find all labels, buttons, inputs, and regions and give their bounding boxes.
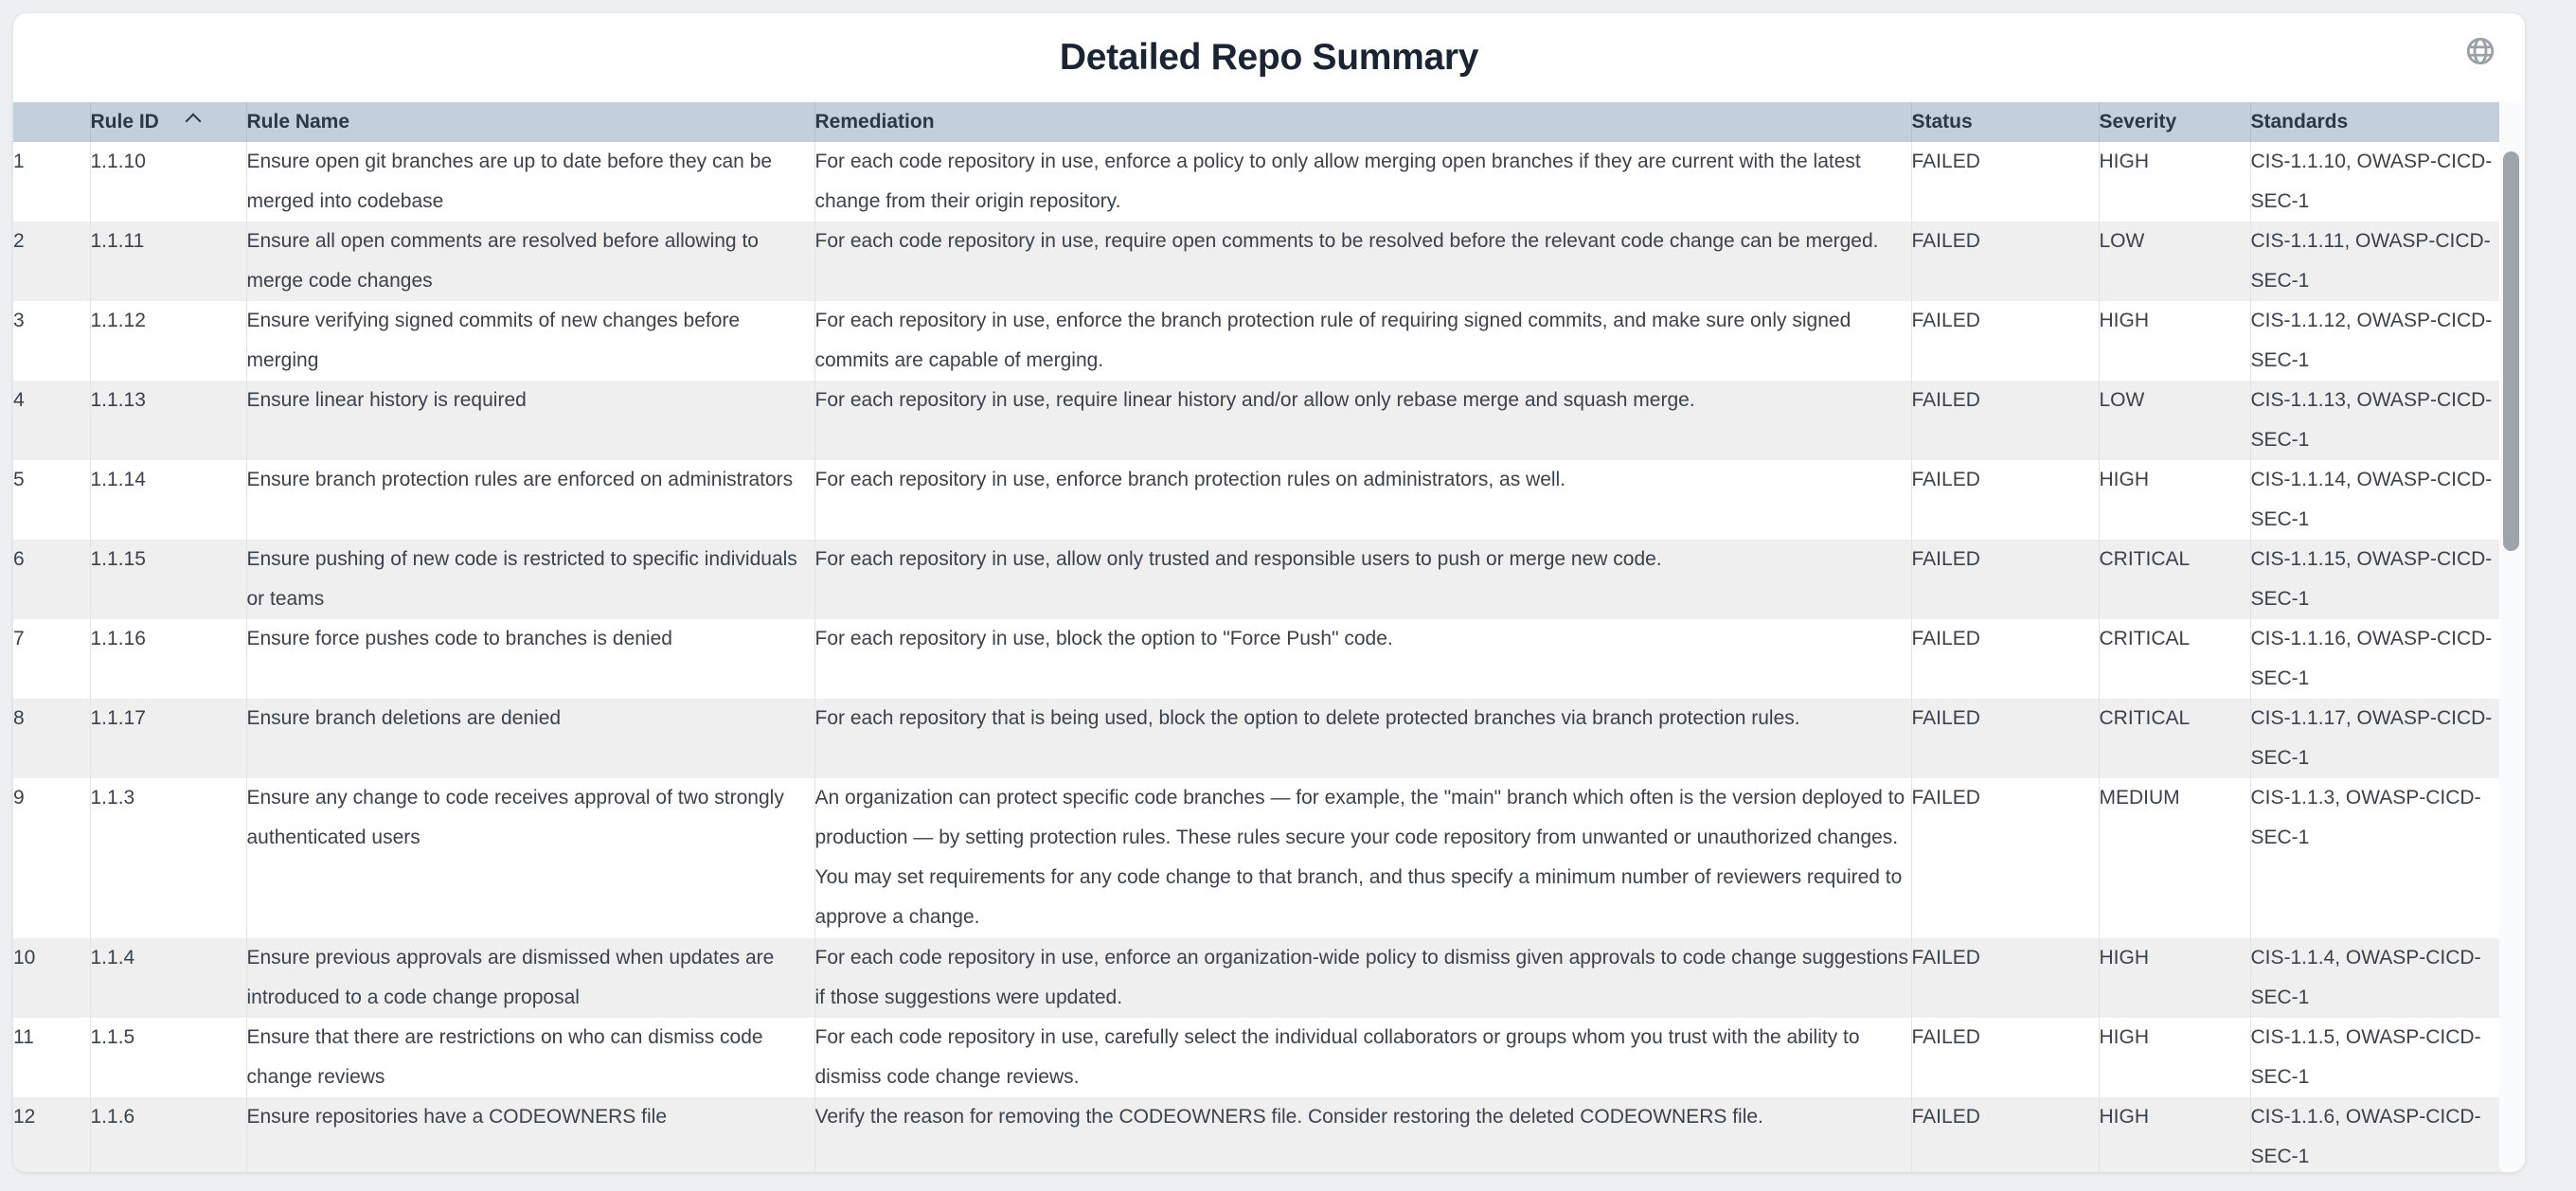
severity-cell: CRITICAL	[2099, 699, 2250, 778]
column-header-rule-id-label: Rule ID	[90, 111, 159, 133]
severity-cell: MEDIUM	[2099, 778, 2250, 938]
row-index: 8	[13, 707, 25, 729]
card-header	[13, 13, 2525, 102]
column-header-status[interactable]: Status	[1911, 102, 2099, 142]
rule-name-cell: Ensure repositories have a CODEOWNERS file	[246, 1097, 814, 1172]
standards-cell: CIS-1.1.11, OWASP-CICD-SEC-1	[2250, 222, 2501, 301]
status-cell: FAILED	[1911, 778, 2099, 938]
status-cell: FAILED	[1911, 460, 2099, 540]
remediation-cell: For each repository in use, block the option to "Force Push" code.	[814, 619, 1911, 699]
table-row	[13, 142, 2501, 222]
remediation-cell: For each repository in use, enforce the branch protection rule of requiring signed commits, and make sure only signed commits are capable of merging.	[814, 301, 1911, 381]
status-cell: FAILED	[1911, 938, 2099, 1018]
table-row	[13, 699, 2501, 778]
rule-name-cell: Ensure force pushes code to branches is denied	[246, 619, 814, 699]
remediation-cell: For each code repository in use, enforce an organization-wide policy to dismiss given approvals to code change suggestions if those suggestions were updated.	[814, 938, 1911, 1018]
severity-cell: CRITICAL	[2099, 540, 2250, 619]
severity-cell: HIGH	[2099, 301, 2250, 381]
vertical-scrollbar-thumb[interactable]	[2503, 151, 2519, 551]
rule-name-cell: Ensure previous approvals are dismissed when updates are introduced to a code change proposal	[246, 938, 814, 1018]
status-cell: FAILED	[1911, 142, 2099, 222]
standards-cell: CIS-1.1.5, OWASP-CICD-SEC-1	[2250, 1018, 2501, 1097]
standards-cell: CIS-1.1.4, OWASP-CICD-SEC-1	[2250, 938, 2501, 1018]
table-row	[13, 540, 2501, 619]
table-row	[13, 460, 2501, 540]
severity-cell: LOW	[2099, 222, 2250, 301]
severity-cell: HIGH	[2099, 938, 2250, 1018]
remediation-cell: For each repository in use, require linear history and/or allow only rebase merge and squash merge.	[814, 381, 1911, 460]
row-index: 5	[13, 469, 25, 490]
status-cell: FAILED	[1911, 222, 2099, 301]
severity-cell: HIGH	[2099, 1018, 2250, 1097]
status-cell: FAILED	[1911, 381, 2099, 460]
severity-cell: HIGH	[2099, 142, 2250, 222]
table-row	[13, 1018, 2501, 1097]
table-row	[13, 301, 2501, 381]
rule-name-cell: Ensure any change to code receives approval of two strongly authenticated users	[246, 778, 814, 938]
remediation-cell: For each repository that is being used, block the option to delete protected branches via branch protection rules.	[814, 699, 1911, 778]
severity-cell: HIGH	[2099, 460, 2250, 540]
rule-name-cell: Ensure pushing of new code is restricted to specific individuals or teams	[246, 540, 814, 619]
row-index: 7	[13, 628, 25, 649]
repo-summary-card	[13, 13, 2525, 1172]
row-index: 2	[13, 230, 25, 252]
remediation-cell: For each repository in use, enforce branch protection rules on administrators, as well.	[814, 460, 1911, 540]
row-index: 10	[13, 947, 36, 969]
column-header-severity[interactable]: Severity	[2099, 102, 2250, 142]
rule-id-cell: 1.1.14	[90, 460, 246, 540]
rule-id-cell: 1.1.10	[90, 142, 246, 222]
remediation-cell: For each repository in use, allow only trusted and responsible users to push or merge new code.	[814, 540, 1911, 619]
severity-cell: HIGH	[2099, 1097, 2250, 1172]
table-row	[13, 381, 2501, 460]
globe-button[interactable]	[2462, 34, 2498, 70]
rule-id-cell: 1.1.13	[90, 381, 246, 460]
remediation-cell: For each code repository in use, carefully select the individual collaborators or groups whom you trust with the ability to dismiss code change reviews.	[814, 1018, 1911, 1097]
table-header-row	[13, 102, 2501, 142]
rule-id-cell: 1.1.16	[90, 619, 246, 699]
standards-cell: CIS-1.1.13, OWASP-CICD-SEC-1	[2250, 381, 2501, 460]
rule-id-cell: 1.1.17	[90, 699, 246, 778]
status-cell: FAILED	[1911, 619, 2099, 699]
column-header-index	[13, 102, 90, 142]
column-header-rule-id[interactable]	[90, 102, 246, 142]
globe-icon	[2464, 35, 2496, 70]
standards-cell: CIS-1.1.6, OWASP-CICD-SEC-1	[2250, 1097, 2501, 1172]
severity-cell: LOW	[2099, 381, 2250, 460]
row-index: 12	[13, 1106, 36, 1128]
standards-cell: CIS-1.1.10, OWASP-CICD-SEC-1	[2250, 142, 2501, 222]
row-index: 4	[13, 389, 25, 411]
rule-id-cell: 1.1.5	[90, 1018, 246, 1097]
status-cell: FAILED	[1911, 301, 2099, 381]
rule-name-cell: Ensure open git branches are up to date before they can be merged into codebase	[246, 142, 814, 222]
standards-cell: CIS-1.1.17, OWASP-CICD-SEC-1	[2250, 699, 2501, 778]
column-header-remediation[interactable]: Remediation	[814, 102, 1911, 142]
status-cell: FAILED	[1911, 699, 2099, 778]
status-cell: FAILED	[1911, 1018, 2099, 1097]
rule-name-cell: Ensure verifying signed commits of new changes before merging	[246, 301, 814, 381]
page-title: Detailed Repo Summary	[1059, 37, 1479, 78]
rule-id-cell: 1.1.4	[90, 938, 246, 1018]
row-index: 11	[13, 1026, 34, 1048]
vertical-scrollbar-track[interactable]	[2499, 102, 2523, 1168]
rule-id-cell: 1.1.11	[90, 222, 246, 301]
rule-id-cell: 1.1.12	[90, 301, 246, 381]
rule-name-cell: Ensure that there are restrictions on who can dismiss code change reviews	[246, 1018, 814, 1097]
standards-cell: CIS-1.1.3, OWASP-CICD-SEC-1	[2250, 778, 2501, 938]
table-row	[13, 619, 2501, 699]
remediation-cell: An organization can protect specific code branches — for example, the "main" branch which often is the version deployed to production — by setting protection rules. These rules secure your code repository from unwanted or unauthorized changes. You may set requirements for any code change to that branch, and thus specify a minimum number of reviewers required to approve a change.	[814, 778, 1911, 938]
standards-cell: CIS-1.1.16, OWASP-CICD-SEC-1	[2250, 619, 2501, 699]
row-index: 1	[13, 151, 25, 172]
row-index: 3	[13, 310, 25, 331]
severity-cell: CRITICAL	[2099, 619, 2250, 699]
row-index: 9	[13, 787, 25, 809]
rule-name-cell: Ensure linear history is required	[246, 381, 814, 460]
standards-cell: CIS-1.1.12, OWASP-CICD-SEC-1	[2250, 301, 2501, 381]
rule-name-cell: Ensure all open comments are resolved before allowing to merge code changes	[246, 222, 814, 301]
standards-cell: CIS-1.1.15, OWASP-CICD-SEC-1	[2250, 540, 2501, 619]
column-header-standards[interactable]: Standards	[2250, 102, 2501, 142]
rule-id-cell: 1.1.3	[90, 778, 246, 938]
remediation-cell: For each code repository in use, enforce a policy to only allow merging open branches if they are current with the latest change from their origin repository.	[814, 142, 1911, 222]
column-header-rule-name[interactable]: Rule Name	[246, 102, 814, 142]
status-cell: FAILED	[1911, 1097, 2099, 1172]
standards-cell: CIS-1.1.14, OWASP-CICD-SEC-1	[2250, 460, 2501, 540]
sort-ascending-icon	[185, 114, 201, 130]
rule-name-cell: Ensure branch deletions are denied	[246, 699, 814, 778]
table-row	[13, 222, 2501, 301]
status-cell: FAILED	[1911, 540, 2099, 619]
remediation-cell: Verify the reason for removing the CODEOWNERS file. Consider restoring the deleted CODEOWNERS file.	[814, 1097, 1911, 1172]
row-index: 6	[13, 548, 25, 570]
table-row	[13, 778, 2501, 938]
table-row	[13, 1097, 2501, 1172]
rule-id-cell: 1.1.6	[90, 1097, 246, 1172]
repo-summary-table	[13, 102, 2501, 1172]
rule-id-cell: 1.1.15	[90, 540, 246, 619]
remediation-cell: For each code repository in use, require open comments to be resolved before the relevant code change can be merged.	[814, 222, 1911, 301]
table-row	[13, 938, 2501, 1018]
rule-name-cell: Ensure branch protection rules are enforced on administrators	[246, 460, 814, 540]
